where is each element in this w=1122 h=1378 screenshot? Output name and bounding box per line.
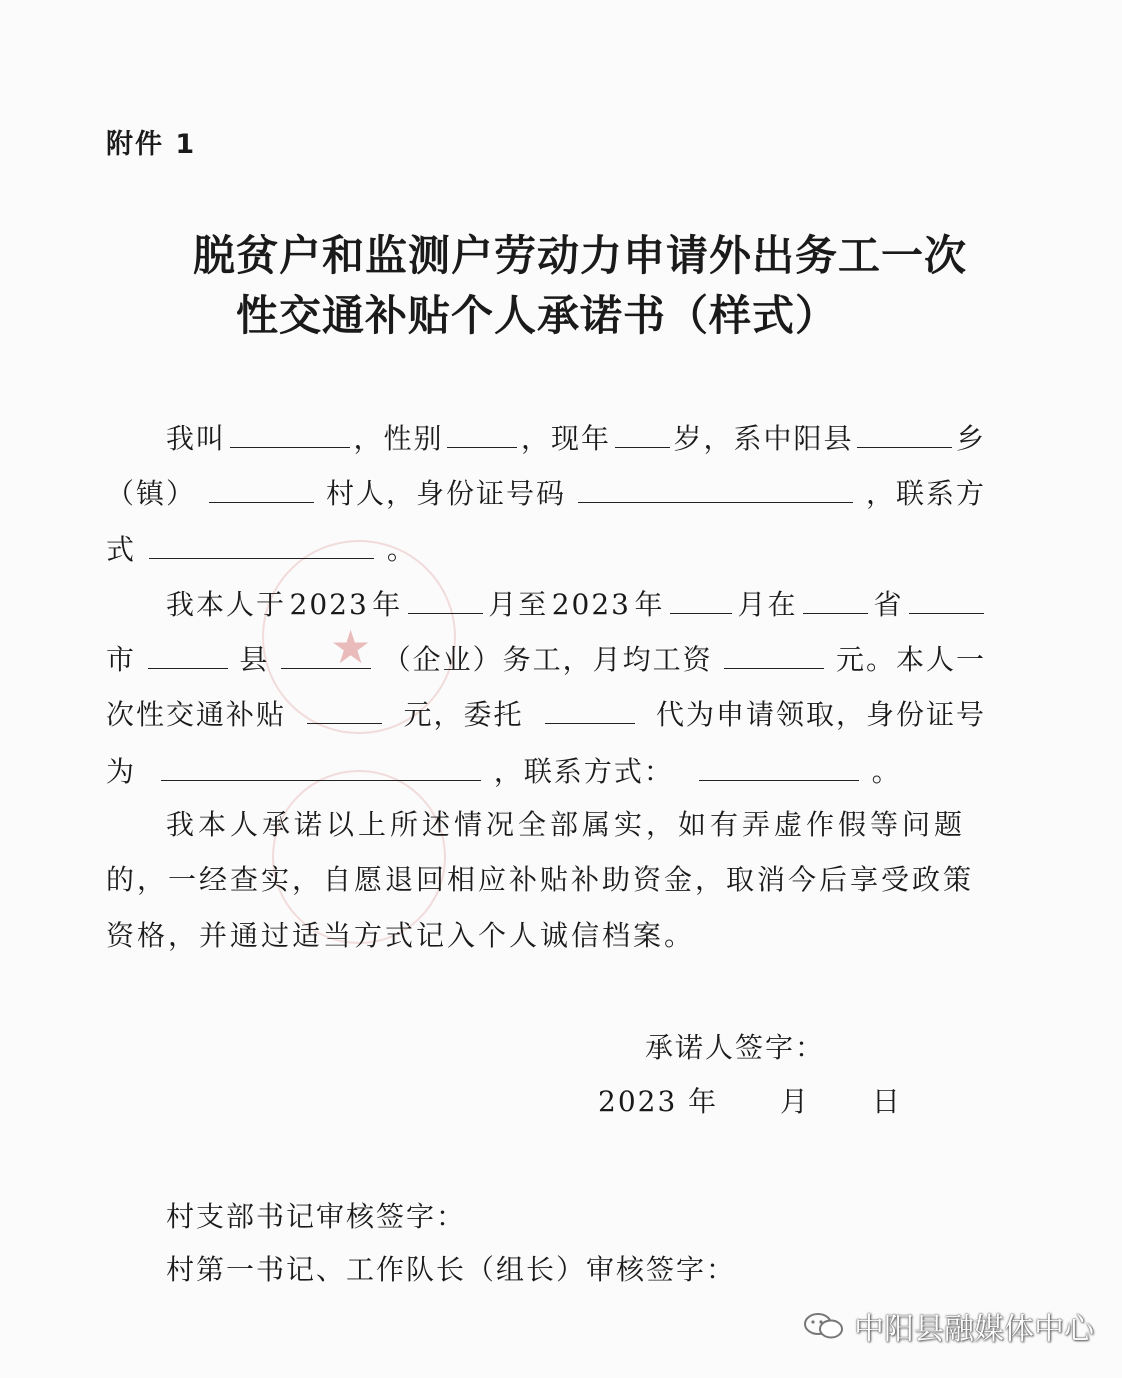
- signature-date: 2023 年 月 日: [598, 1085, 902, 1118]
- city-blank[interactable]: [909, 583, 984, 614]
- para1-line3: 式 。: [106, 528, 986, 568]
- name-blank[interactable]: [230, 417, 350, 448]
- para2-line4: 为 ，联系方式： 。: [106, 750, 986, 790]
- trustee-blank[interactable]: [545, 693, 635, 724]
- para3-line1: 我本人承诺以上所述情况全部属实，如有弄虚作假等问题: [166, 808, 967, 841]
- document-title-line-2: 性交通补贴个人承诺书（样式）: [236, 291, 839, 340]
- county-blank[interactable]: [148, 638, 228, 669]
- para2-line2: 市 县 （企业）务工，月均工资 元。本人一: [106, 638, 986, 678]
- end-month-blank[interactable]: [670, 583, 732, 614]
- enterprise-blank[interactable]: [281, 638, 371, 669]
- media-watermark: [802, 1304, 1094, 1348]
- gender-blank[interactable]: [447, 417, 517, 448]
- first-secretary-review: 村第一书记、工作队长（组长）审核签字：: [166, 1253, 737, 1286]
- para2-line1: 我本人于 2023 年 月至 2023 年 月在 省: [106, 583, 986, 623]
- branch-secretary-review: 村支部书记审核签字：: [166, 1200, 467, 1233]
- trustee-contact-blank[interactable]: [699, 750, 859, 781]
- salary-blank[interactable]: [724, 638, 824, 669]
- stamp-star-icon: ★: [330, 620, 372, 674]
- watermark-text: 中阳县融媒体中心: [854, 1312, 1094, 1347]
- para1-line2: （镇） 村人，身份证号码 ，联系方: [106, 472, 986, 512]
- trustee-id-blank[interactable]: [161, 750, 481, 781]
- age-blank[interactable]: [615, 417, 670, 448]
- document-title-line-1: 脱贫户和监测户劳动力申请外出务工一次: [193, 231, 968, 280]
- para1-line1: 我叫 ，性别 ，现年 岁，系中阳县 乡: [106, 417, 986, 457]
- contact-blank[interactable]: [149, 528, 374, 559]
- para2-line3: 次性交通补贴 元，委托 代为申请领取，身份证号: [106, 693, 986, 733]
- id-number-blank[interactable]: [578, 472, 853, 503]
- village-blank[interactable]: [209, 472, 314, 503]
- signature-label: 承诺人签字：: [645, 1031, 826, 1064]
- para3-line2: 的，一经查实，自愿退回相应补贴补助资金，取消今后享受政策: [106, 863, 975, 896]
- attachment-label: 附件 1: [106, 129, 197, 160]
- signature-year: 2023: [598, 1085, 678, 1118]
- subsidy-amount-blank[interactable]: [307, 693, 382, 724]
- para3-line3: 资格，并通过适当方式记入个人诚信档案。: [106, 919, 696, 952]
- province-blank[interactable]: [803, 583, 868, 614]
- start-month-blank[interactable]: [408, 583, 483, 614]
- wechat-icon: [802, 1311, 846, 1341]
- township-blank[interactable]: [857, 417, 952, 448]
